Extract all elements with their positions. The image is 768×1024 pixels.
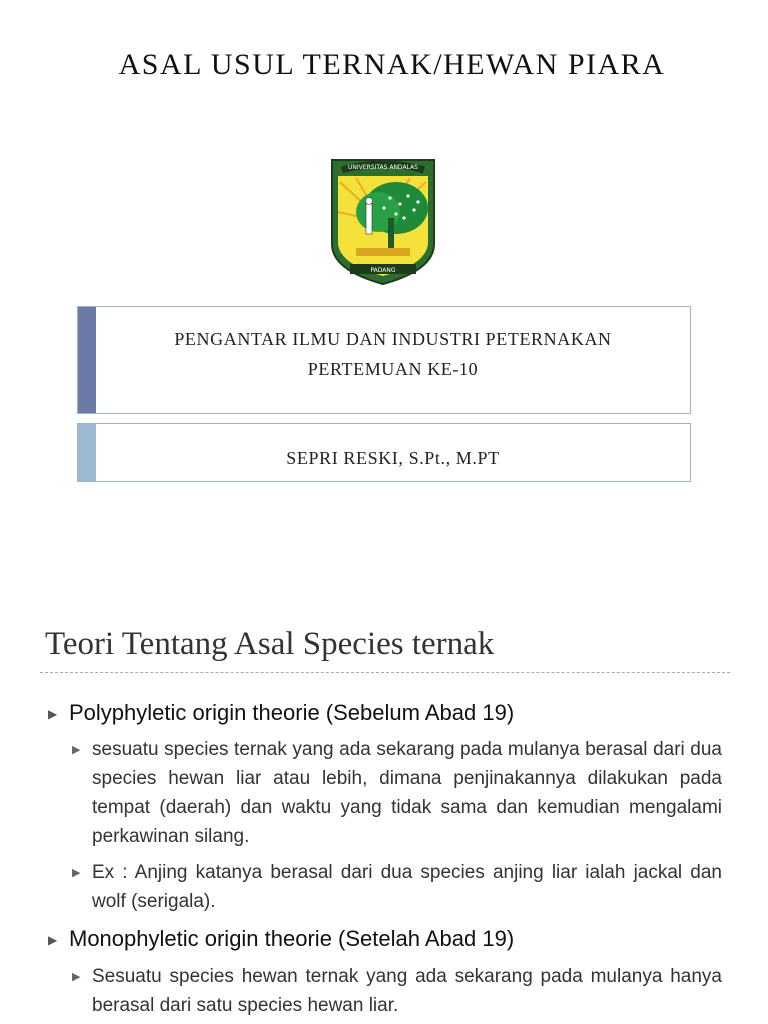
sub-bullet-text: sesuatu species ternak yang ada sekarang pada mulanya berasal dari dua species hewan liar atau lebih, dimana penjinakannya dilakukan pada tempat (daerah) dan waktu yang tidak sama dan kemudian mengalami perkawinan silang. (92, 739, 722, 847)
bullet-arrow-icon: ▶ (72, 971, 81, 983)
sub-bullet-text: Sesuatu species hewan ternak yang ada sekarang pada mulanya hanya berasal dari satu species hewan liar. (92, 966, 722, 1016)
meeting-number: PERTEMUAN KE-10 (307, 359, 479, 379)
page-title: ASAL USUL TERNAK/HEWAN PIARA (118, 48, 666, 81)
slide-title: Teori Tentang Asal Species ternak (45, 626, 495, 662)
accent-bar (78, 424, 96, 481)
author-name: SEPRI RESKI, S.Pt., M.PT (286, 448, 500, 468)
sub-bullet-item (70, 858, 722, 916)
sub-bullet-item (70, 735, 722, 851)
course-name: PENGANTAR ILMU DAN INDUSTRI PETERNAKAN (174, 329, 612, 349)
title-divider (40, 672, 730, 673)
sub-bullet-item (70, 962, 722, 1020)
bullet-arrow-icon: ▶ (48, 933, 58, 947)
logo-text-bottom: PADANG (370, 267, 396, 274)
bullet-arrow-icon: ▶ (72, 867, 81, 879)
sub-bullet-text: Ex : Anjing katanya berasal dari dua species anjing liar ialah jackal dan wolf (serigala). (92, 862, 722, 912)
slide-2 (0, 590, 768, 1024)
bullet-arrow-icon: ▶ (72, 744, 81, 756)
bullet-text: Monophyletic origin theorie (Setelah Abad 19) (69, 926, 515, 951)
bullet-arrow-icon: ▶ (48, 707, 58, 721)
university-emblem-icon (326, 152, 440, 290)
bullet-text: Polyphyletic origin theorie (Sebelum Abad 19) (69, 700, 515, 725)
logo-text-top: UNIVERSITAS ANDALAS (348, 164, 418, 171)
accent-bar (78, 307, 96, 413)
course-info-box (77, 306, 691, 414)
author-box (77, 423, 691, 482)
